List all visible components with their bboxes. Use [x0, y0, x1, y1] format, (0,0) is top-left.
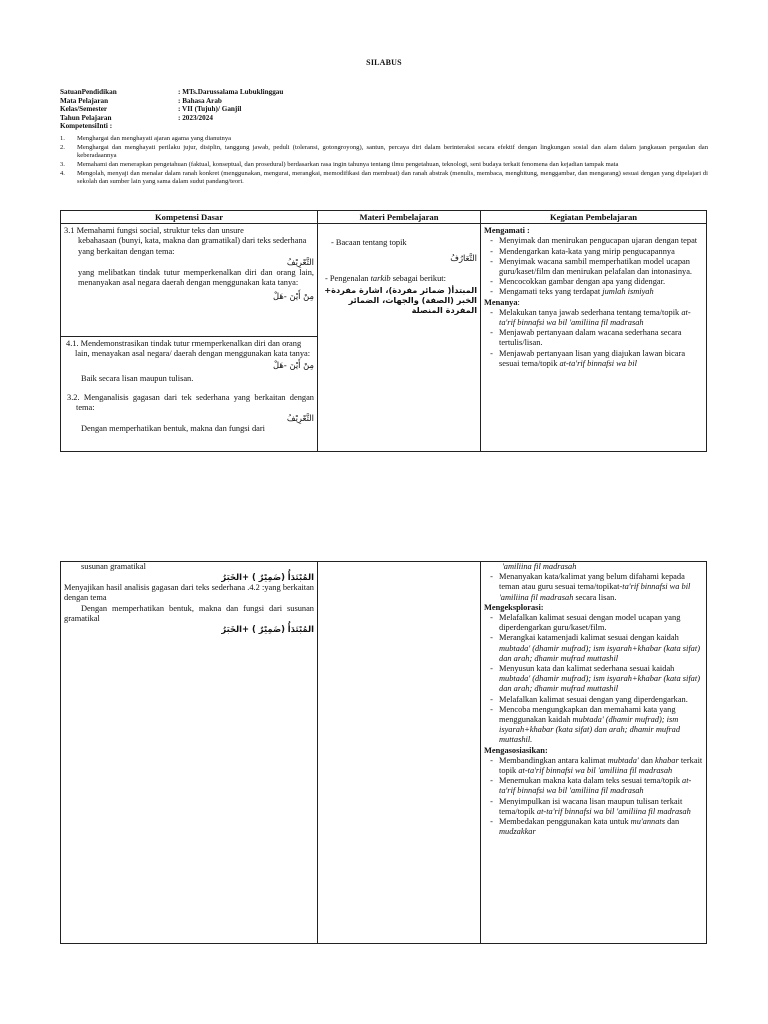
ki-number: 2.: [60, 144, 65, 151]
list-item: - Mengamati teks yang terdapat jumlah ismiyah: [490, 287, 654, 297]
ki-number: 4.: [60, 170, 65, 177]
kegiatan-cell: [481, 224, 707, 452]
header-materi: Materi Pembelajaran: [318, 211, 481, 224]
meta-label: Mata Pelajaran: [60, 96, 109, 105]
table-header-row: [61, 211, 707, 224]
arabic-mubtada-khabar: المُبْتَدَأُ (ضَمِيْرٌ ) +الخَبَرُ: [221, 572, 314, 583]
arabic-tarif: التَّعْرِيْفُ: [286, 256, 314, 267]
mengeksplorasi-heading: Mengeksplorasi:: [484, 602, 544, 612]
pengenalan-tail: sebagai berikut:: [392, 274, 446, 284]
tarkib-term: tarkib: [370, 274, 391, 284]
mengasosiasikan-list: [484, 756, 703, 838]
menanya-list: [484, 308, 703, 369]
list-item: - Melakukan tanya jawab sederhana tentang tema/topik at-ta'rif binnafsi wa bil 'amiliina fil madrasah: [490, 307, 691, 328]
identity-block: [60, 88, 283, 131]
meta-value: : 2023/2024: [178, 113, 213, 122]
meta-row: [60, 114, 283, 123]
ki-number: 3.: [60, 161, 65, 168]
materi-cell: [318, 562, 481, 944]
kd-3-1-intro: 3.1 Memahami fungsi social, struktur teks dan unsure: [64, 226, 244, 236]
kd-4-1: 4.1. Mendemonstrasikan tindak tutur rmemperkenalkan diri dan orang lain, menayakan asal negara/ daerah dengan menggunakan kata tanya:: [66, 339, 311, 359]
arabic-taaruf: التَّعَارُفُ: [450, 253, 477, 264]
meta-label: SatuanPendidikan: [60, 88, 117, 96]
arabic-tarif: التَّعْرِيْفُ: [286, 413, 314, 424]
syllabus-table-part-2: [60, 561, 707, 944]
list-item: - Mencoba mengungkapkan dan memahami kata yang menggunakan kaidah mubtada' (dhamir mufrad); ism isyarah+khabar (kata sifat) dan arah; dhamir mufrad muttashil.: [490, 704, 681, 745]
kd-4-1-tail: Baik secara lisan maupun tulisan.: [81, 373, 194, 383]
document-title: SILABUS: [366, 58, 402, 67]
list-item: - Merangkai katamenjadi kalimat sesuai dengan kaidah mubtada' (dhamir mufrad); ism isyarah+khabar (kata sifat) dan arah; dhamir mufrad muttashil: [490, 633, 700, 663]
mengeksplorasi-list: [484, 613, 703, 746]
list-item: - Menjawab pertanyaan lisan yang diajukan lawan bicara sesuai tema/topik at-ta'rif binnafsi wa bil: [490, 348, 686, 368]
carry-over-text: 'amiliina fil madrasah: [502, 562, 577, 571]
susunan-gramatikal: susunan gramatikal: [81, 562, 146, 571]
list-item: - Menyusun kata dan kalimat sederhana sesuai kaidah mubtada' (dhamir mufrad); ism isyarah+khabar (kata sifat) dan arah; dhamir mufrad muttashil: [490, 664, 700, 694]
ki-text: Menghargai dan menghayati ajaran agama yang dianutnya: [77, 135, 232, 142]
materi-bacaan: - Bacaan tentang topik: [331, 238, 407, 248]
menanya-list-cont: [484, 572, 703, 603]
ki-number: 1.: [60, 135, 65, 142]
ki-item: [60, 135, 708, 143]
kd-3-1-block: [61, 224, 317, 336]
ki-text: Menghargai dan menghayati perilaku jujur, disiplin, tanggung jawab, peduli (toleransi, gotongroyong), santun, percaya diri dalam berinteraksi secara efektif dengan lingkungan sosial dan alam dalam jangkauan pergaulan dan keberadaannya: [77, 144, 708, 159]
mengamati-list: [484, 236, 703, 297]
ki-item: [60, 161, 708, 169]
kompetensi-inti-list: [60, 135, 708, 187]
kd-3-2: 3.2. Menganalisis gagasan dari tek sederhana yang berkaitan dengan tema:: [67, 392, 314, 413]
mengamati-heading: Mengamati :: [484, 226, 530, 236]
kompetensi-dasar-cell: [61, 224, 318, 452]
kd-4-2: Menyajikan hasil analisis gagasan dari teks sederhana .4.2 :yang berkaitan dengan tema: [64, 583, 314, 603]
meta-value: : VII (Tujuh)/ Ganjil: [178, 105, 242, 114]
arabic-question-words: مِنْ أَيْنَ -هَلْ: [273, 291, 314, 302]
list-item: - Menyimak dan menirukan pengucapan ujaran dengan tepat: [490, 236, 698, 246]
arabic-question-words: مِنْ أَيْنَ -هَلْ: [273, 359, 314, 370]
meta-row: [60, 97, 283, 106]
mengasosiasikan-heading: Mengasosiasikan:: [484, 745, 548, 755]
ki-item: [60, 170, 708, 186]
meta-label: Kelas/Semester: [60, 105, 108, 114]
ki-text: Mengolah, menyaji dan menalar dalam ranah konkret (menggunakan, mengurai, merangkai, memodifikasi dan membuat) dan ranah abstrak (menulis, membaca, menghitung, menggambar, dan mengarang) sesuai dengan yang dipelajari di sekolah dan sumber lain yang sama dalam sudut pandang/teori.: [77, 170, 708, 185]
materi-pengenalan: [321, 274, 477, 284]
ki-heading: KompetensiInti :: [60, 122, 113, 131]
list-item: - Melafalkan kalimat sesuai dengan yang diperdengarkan.: [490, 694, 688, 704]
meta-label: Tahun Pelajaran: [60, 113, 112, 122]
list-item: - Menjawab pertanyaan dalam wacana sederhana secara tertulis/lisan.: [490, 328, 682, 348]
kompetensi-dasar-cell: [61, 562, 318, 944]
kegiatan-cell: [481, 562, 707, 944]
list-item: - Membandingkan antara kalimat mubtada' dan khabar terkait topik at-ta'rif binnafsi wa bil 'amiliina fil madrasah: [490, 755, 703, 776]
kd-4-1-3-2-block: [61, 336, 317, 451]
list-item: - Mencocokkan gambar dengan apa yang didengar.: [490, 277, 666, 287]
list-item: - Mendengarkan kata-kata yang mirip pengucapannya: [490, 246, 675, 256]
meta-row: [60, 88, 283, 97]
list-item: - Melafalkan kalimat sesuai dengan model ucapan yang diperdengarkan guru/kaset/film.: [490, 613, 681, 633]
pengenalan-label: - Pengenalan: [325, 274, 369, 284]
arabic-mubtada-khabar: المُبْتَدَأُ (ضَمِيْرٌ ) +الخَبَرُ: [221, 624, 314, 635]
list-item: - Menyimpulkan isi wacana lisan maupun tulisan terkait tema/topik at-ta'rif binnafsi wa bil 'amiliina fil madrasah: [490, 796, 691, 816]
header-kompetensi-dasar: Kompetensi Dasar: [61, 211, 318, 224]
list-item: - Membedakan penggunakan kata untuk mu'annats dan mudzakkar: [490, 817, 680, 837]
list-item: - Menanyakan kata/kalimat yang belum difahami kepada teman atau guru sesuai tema/topikat-ta'rif binnafsi wa bil 'amiliina fil madrasah secara lisan.: [490, 572, 691, 602]
kd-3-2-body: Dengan memperhatikan bentuk, makna dan fungsi dari: [81, 424, 265, 434]
table-row: [61, 562, 707, 944]
kd-3-1-cont: kebahasaan (bunyi, kata, makna dan gramatikal) dari teks sederhana yang berkaitan dengan tema:: [78, 236, 307, 256]
syllabus-table-part-1: [60, 210, 707, 452]
table-row: [61, 224, 707, 452]
meta-row: [60, 105, 283, 114]
ki-item: [60, 144, 708, 160]
list-item: - Menemukan makna kata dalam teks sesuai tema/topik at-ta'rif binnafsi wa bil 'amiliina fil madrasah: [490, 776, 692, 796]
arabic-tarkib-list: المبتدأ( ضمائر مفردة)، اشارة مفردة+ الخبر (الصفة) والجهات، الضمائر المفردة المنصلة: [324, 284, 477, 316]
list-item: - Menyimak wacana sambil memperhatikan model ucapan guru/kaset/film dan menirukan pelafalan dan intonasinya.: [490, 256, 693, 277]
kd-4-2-body: Dengan memperhatikan bentuk, makna dan fungsi dari susunan gramatikal: [64, 603, 314, 623]
ki-text: Memahami dan menerapkan pengetahuan (faktual, konseptual, dan prosedural) berdasarkan rasa ingin tahunya tentang ilmu pengetahuan, teknologi, seni budaya terkait fenomena dan kejadian tampak mata: [77, 161, 619, 168]
header-kegiatan: Kegiatan Pembelajaran: [481, 211, 707, 224]
meta-value: : MTs.Darussalama Lubuklinggau: [178, 88, 284, 96]
kd-3-1-body: yang melibatkan tindak tutur memperkenalkan diri dan orang lain, menanyakan asal negara daerah dengan menggunakan kata tanya:: [78, 267, 314, 288]
menanya-heading: Menanya:: [484, 297, 520, 307]
meta-value: : Bahasa Arab: [178, 96, 222, 105]
materi-cell: [318, 224, 481, 452]
